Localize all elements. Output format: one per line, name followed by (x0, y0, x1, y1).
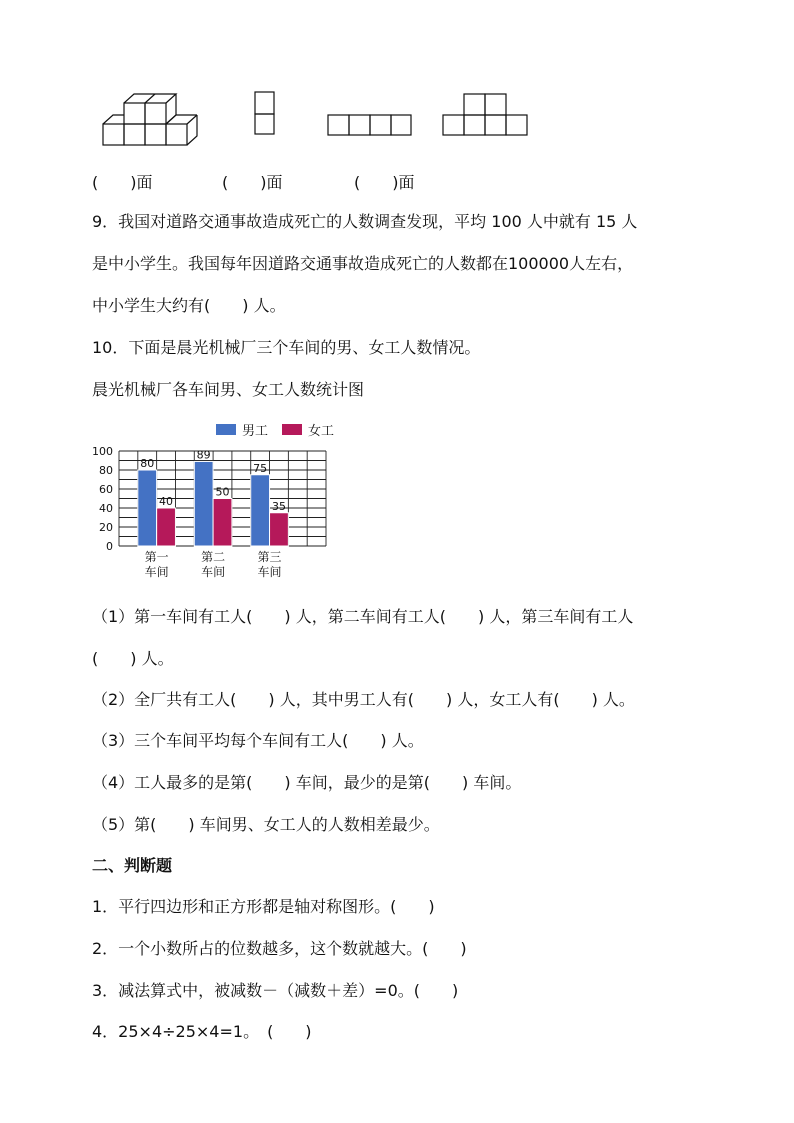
q9-line-3: 中小学生大约有( ) 人。 (92, 296, 286, 315)
q10-sub-1: （1）第一车间有工人( ) 人，第二车间有工人( ) 人，第三车间有工人 (92, 607, 634, 626)
view-label-2: ( )面 (222, 173, 283, 192)
category-label: 第三 (257, 550, 282, 564)
judge-item-3: 3．减法算式中，被减数－（减数＋差）=0。( ) (92, 981, 459, 1000)
bar-value-label: 80 (140, 457, 155, 470)
q10-sub-1-cont: ( ) 人。 (92, 649, 174, 668)
q10-sub-3: （3）三个车间平均每个车间有工人( ) 人。 (92, 731, 424, 750)
q10-sub-4: （4）工人最多的是第( ) 车间，最少的是第( ) 车间。 (92, 773, 522, 792)
bar-female (157, 508, 176, 546)
section2-title: 二、判断题 (92, 856, 173, 875)
y-tick-label: 80 (99, 464, 113, 477)
q10-intro: 10．下面是晨光机械厂三个车间的男、女工人数情况。 (92, 338, 481, 357)
chart-title: 晨光机械厂各车间男、女工人数统计图 (92, 380, 365, 399)
y-tick-label: 0 (106, 540, 113, 553)
bar-male (138, 470, 157, 546)
bar-female (270, 513, 289, 546)
views-figures (95, 88, 545, 148)
legend-label: 男工 (242, 424, 269, 439)
bar-value-label: 35 (271, 499, 286, 513)
category-label: 第二 (201, 550, 226, 564)
category-label: 车间 (144, 565, 169, 579)
y-tick-label: 20 (99, 521, 113, 534)
judge-item-1: 1．平行四边形和正方形都是轴对称图形。( ) (92, 897, 435, 916)
bar-male (251, 475, 270, 546)
q9-line-1: 9．我国对道路交通事故造成死亡的人数调查发现，平均 100 人中就有 15 人 (92, 212, 638, 231)
view-label-3: ( )面 (354, 173, 415, 192)
side-view-figure (255, 92, 274, 134)
bar-value-label: 40 (159, 495, 174, 508)
y-tick-label: 100 (92, 445, 113, 458)
bar-female (213, 499, 232, 547)
front-row-view-figure (328, 115, 411, 135)
q9-line-2: 是中小学生。我国每年因道路交通事故造成死亡的人数都在100000人左右， (92, 254, 634, 273)
bar-value-label: 89 (196, 448, 211, 462)
category-label: 车间 (257, 565, 282, 579)
legend-swatch (216, 424, 236, 435)
y-tick-label: 60 (99, 483, 113, 496)
top-view-figure (443, 94, 527, 135)
category-label: 第一 (144, 550, 169, 564)
category-label: 车间 (201, 565, 226, 579)
legend-label: 女工 (308, 424, 335, 439)
worker-bar-chart (88, 416, 338, 586)
3d-cube-figure (103, 94, 197, 145)
q10-sub-5: （5）第( ) 车间男、女工人的人数相差最少。 (92, 815, 440, 834)
q10-sub-2: （2）全厂共有工人( ) 人，其中男工人有( ) 人，女工人有( ) 人。 (92, 690, 635, 709)
judge-item-4: 4．25×4÷25×4=1。 ( ) (92, 1022, 312, 1041)
bar-value-label: 75 (253, 461, 268, 475)
legend-swatch (282, 424, 302, 435)
judge-item-2: 2．一个小数所占的位数越多，这个数就越大。( ) (92, 939, 467, 958)
view-label-1: ( )面 (92, 173, 153, 192)
bar-male (194, 461, 213, 546)
y-tick-label: 40 (99, 502, 113, 515)
bar-value-label: 50 (215, 485, 230, 499)
